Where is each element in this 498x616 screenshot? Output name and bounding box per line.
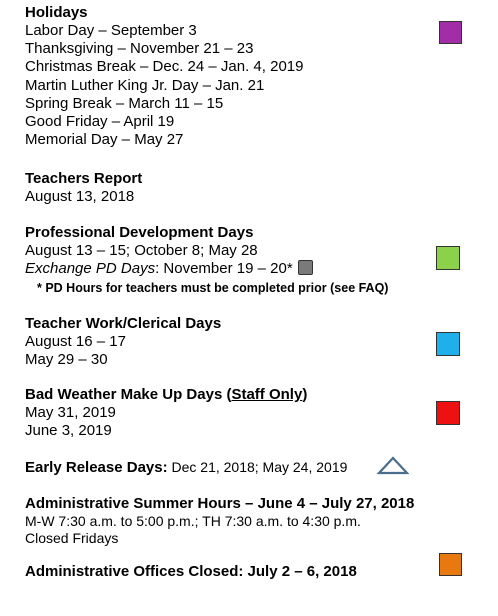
work-days-section (25, 315, 221, 369)
work-days-item: May 29 – 30 (25, 351, 108, 369)
summer-hours-schedule: M-W 7:30 a.m. to 5:00 p.m.; TH 7:30 a.m. to 4:30 p.m. (25, 513, 361, 529)
offices-closed-title: Administrative Offices Closed: July 2 – 6, 2018 (25, 563, 357, 580)
holiday-item: Martin Luther King Jr. Day – Jan. 21 (25, 76, 265, 94)
teachers-report-title: Teachers Report (25, 170, 143, 187)
work-days-color-swatch (436, 332, 460, 356)
holiday-item: Spring Break – March 11 – 15 (25, 94, 224, 112)
holiday-item: Christmas Break – Dec. 24 – Jan. 4, 2019 (25, 58, 304, 76)
holiday-item: Thanksgiving – November 21 – 23 (25, 40, 254, 58)
exchange-pd-label: Exchange PD Days (25, 260, 156, 278)
pd-title: Professional Development Days (25, 224, 254, 241)
early-release-line (25, 459, 347, 477)
pd-section (25, 224, 388, 296)
holiday-item: Memorial Day – May 27 (25, 131, 184, 149)
early-release-section (25, 459, 347, 477)
early-release-title: Early Release Days: (25, 459, 168, 476)
pd-color-swatch (436, 246, 460, 270)
offices-closed-section (25, 563, 357, 581)
exchange-pd-color-swatch (298, 260, 313, 275)
weather-item: June 3, 2019 (25, 422, 112, 440)
triangle-outline-icon (376, 456, 410, 476)
teachers-report-date: August 13, 2018 (25, 188, 135, 205)
holidays-section (25, 4, 303, 149)
work-days-item: August 16 – 17 (25, 333, 126, 350)
pd-hours-note: * PD Hours for teachers must be completed prior (see FAQ) (37, 281, 389, 296)
weather-color-swatch (436, 401, 460, 425)
holidays-color-swatch (439, 21, 462, 44)
teachers-report-section (25, 170, 142, 206)
weather-section (25, 386, 307, 440)
holiday-item: Good Friday – April 19 (25, 113, 175, 131)
exchange-pd-line (25, 260, 388, 278)
early-release-dates: Dec 21, 2018; May 24, 2019 (167, 459, 348, 475)
weather-title (25, 386, 307, 404)
weather-title-prefix: Bad Weather Make Up Days ( (25, 386, 232, 403)
summer-hours-closed: Closed Fridays (25, 530, 119, 546)
summer-hours-section (25, 495, 414, 547)
summer-hours-title: Administrative Summer Hours – June 4 – July 27, 2018 (25, 495, 415, 512)
pd-dates: August 13 – 15; October 8; May 28 (25, 242, 258, 259)
weather-item: May 31, 2019 (25, 404, 116, 421)
exchange-pd-dates: : November 19 – 20* (155, 260, 293, 278)
work-days-title: Teacher Work/Clerical Days (25, 315, 222, 332)
holidays-title: Holidays (25, 4, 88, 21)
weather-title-staff-only: Staff Only (231, 386, 303, 403)
offices-closed-color-swatch (439, 553, 462, 576)
weather-title-suffix: ) (302, 386, 308, 403)
holiday-item: Labor Day – September 3 (25, 22, 197, 39)
